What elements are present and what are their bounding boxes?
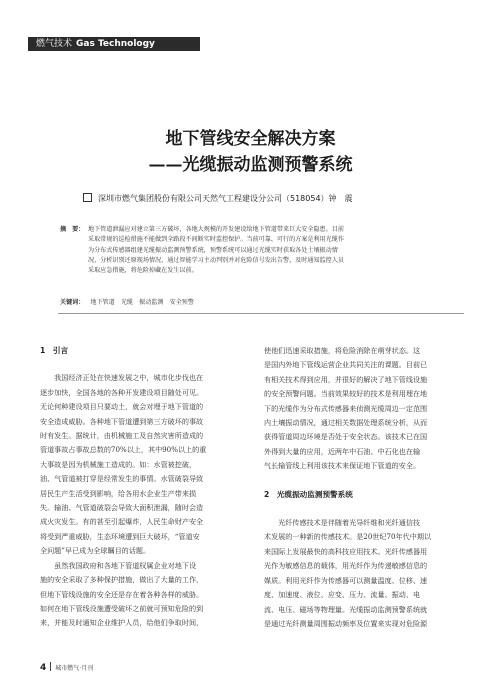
body-line: 管道事故占事故总数的70%以上，其中90%以上的重 [40, 445, 207, 455]
body-line: 来国际上发展最快的高科技应用技术。光纤传感器用 [264, 546, 428, 556]
section-label-en: Gas Technology [76, 39, 155, 49]
body-line: 度、加速度、液位、应变、压力、流量、振动、电 [264, 590, 421, 600]
body-line: 虽然我国政府和各地下管道权属企业对地下设 [40, 560, 197, 570]
body-line: 术发展的一种新的传感技术。是20世纪70年代中期以 [264, 532, 432, 542]
keywords-label: 关键词： [60, 299, 85, 306]
article-title: 地下管线安全解决方案 [165, 129, 336, 149]
page-number: 4 [40, 663, 47, 673]
body-line: 我国经济正处在快速发展之中，城市化步伐也在 [40, 373, 204, 383]
abstract [60, 225, 462, 276]
body-line: 外得到大量的应用，近两年中石油、中石化也在输 [264, 446, 421, 456]
square-bullet-icon [83, 193, 92, 202]
body-line: 施的安全采取了多种保护措施，做出了大量的工作， [40, 575, 204, 585]
left-column [40, 344, 248, 631]
body-line: 光纤传感技术是伴随着光导纤维和光纤通信技 [264, 518, 421, 528]
abstract-line: 况，分析识别还原现场情况，通过智能学习主动判别并对危险信号发出告警，及时通知监控人员 [88, 256, 344, 264]
body-line: 来，并能及时通知企业维护人员，给他们争取时间， [40, 618, 204, 628]
body-line: 获得管道周边环境是否处于安全状态。该技术已在国 [264, 432, 428, 442]
author-text: 深圳市燃气集团股份有限公司天然气工程建设分公司（518054）钟 震 [98, 194, 353, 203]
body-line: 全问题”早已成为全球瞩目的话题。 [40, 546, 151, 556]
body-line: 如何在地下管线设施遭受破坏之前就可预知危险的到 [40, 603, 204, 613]
body-line: 将受到严重威胁，生态环境遭到巨大破坏，“管道安 [40, 531, 200, 541]
body-line: 有相关技术得到应用，并很好的解决了地下管线设施 [264, 374, 428, 384]
body-line: 光作为敏感信息的载体，用光纤作为传递敏感信息的 [264, 561, 428, 571]
body-line: 成火灾发生。有的甚至引起爆炸，人民生命财产安全 [40, 517, 204, 527]
abstract-line: 为分布式传感器组建光缆振动监测预警系统，预警系统可以通过光缆实时获取各处土壤振动情 [88, 246, 338, 254]
abstract-line: 地下管道泄漏应对建立第三方破坏，各地大规模的开发建设给地下管道带来巨大安全隐患。目前 [88, 226, 344, 233]
section-heading: 1 引言 [40, 346, 69, 355]
body-line: 油、气管道被打穿是经常发生的事情。水管破裂导致 [40, 474, 204, 484]
body-line: 逐步加快，全国各地的各种开发建设项目随处可见。 [40, 387, 204, 397]
keywords [60, 297, 194, 306]
body-line: 媒质。利用光纤作为传感器可以测量温度、位移、速 [264, 575, 428, 585]
spacer [264, 474, 470, 488]
right-column [264, 344, 470, 631]
body-line: 内土壤振动情况，通过相关数据处理系统分析，从而 [264, 418, 428, 428]
section-label-cn: 燃气技术 [36, 39, 73, 49]
body-line: 时有发生。据统计，由机械施工及自然灾害所造成的 [40, 431, 204, 441]
magazine-name: 城市燃气·月刊 [55, 665, 94, 672]
author-line [83, 193, 353, 204]
body-line: 下的光缆作为分布式传感器来侦测光缆周边一定范围 [264, 403, 428, 413]
body-line: 气长输管线上利用该技术来保证地下管道的安全。 [264, 461, 421, 471]
page-footer [40, 655, 93, 674]
body-line: 失。输油、气管道破裂会导致大面积泄漏，随时会造 [40, 503, 204, 513]
section-banner [28, 37, 200, 51]
body-line: 安全造成威胁。各种地下管道遭到第三方破坏的事故 [40, 416, 204, 426]
abstract-label: 摘 要： [60, 226, 85, 233]
body-line: 流、电压、磁场等物理量。光缆振动监测预警系统就 [264, 604, 428, 614]
footer-divider [50, 662, 51, 671]
body-line: 无论何种建设项目只要动土，就会对埋于地下管道的 [40, 402, 204, 412]
body-line: 是通过光纤测量周围振动频率及位置来实现对危险源 [264, 618, 428, 628]
keywords-text: 地下管道 光缆 振动监测 安全预警 [90, 299, 194, 306]
abstract-line: 采取常规的巡检措施不能做到全路段不间断实时监控保护。当前可靠、可行的方案是利用光缆作 [88, 236, 344, 244]
abstract-line: 采取应急措施，将危险掉藏在发生以前。 [88, 267, 198, 275]
abstract-text [88, 225, 462, 276]
body-line: 居民生产生活受到影响，给各用水企业生产带来损 [40, 488, 197, 498]
spacer [264, 502, 470, 516]
body-line: 的安全预警问题。当前效果较好的技术是利用埋在地 [264, 389, 428, 399]
body-line: 是国内外地下管线运营企业共同关注的课题。目前已 [264, 360, 428, 370]
divider [58, 313, 464, 314]
section-heading: 2 光缆振动监测预警系统 [264, 489, 353, 499]
body-line: 大事故是因为机械施工造成的。如：水管被挖破， [40, 459, 197, 469]
body-line: 使他们迅速采取措施，将危险消除在萌芽状态。这 [264, 346, 421, 355]
article-subtitle: ——光缆振动监测预警系统 [148, 155, 353, 175]
body-line: 但地下管线设施的安全还是存在着各种各样的威胁。 [40, 589, 204, 599]
